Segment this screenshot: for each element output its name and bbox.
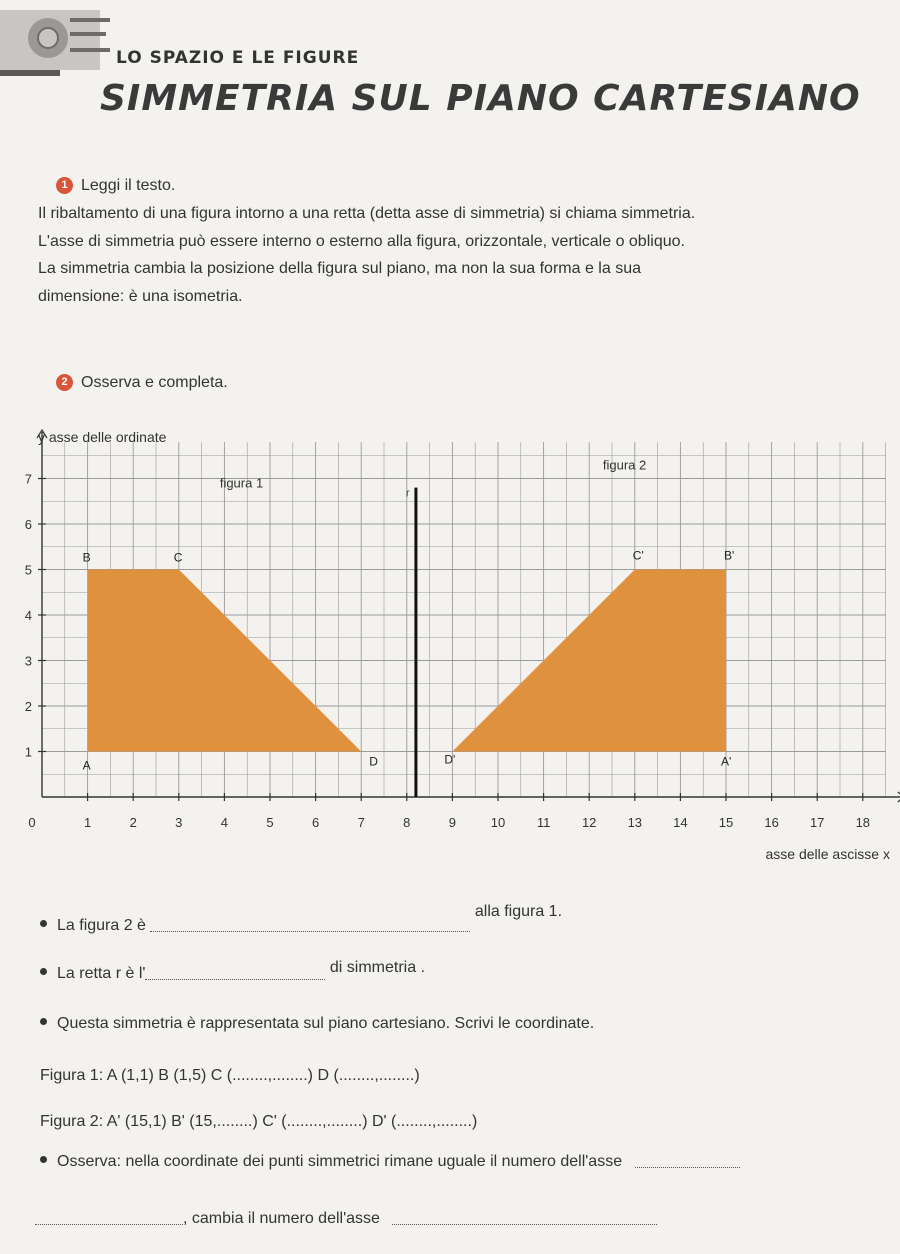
section-title: LO SPAZIO E LE FIGURE [116, 48, 360, 68]
question-3-text: Questa simmetria è rappresentata sul piano cartesiano. Scrivi le coordinate. [57, 1015, 595, 1032]
x-tick-label: 13 [627, 815, 643, 830]
observe-question [40, 1153, 740, 1171]
x-tick-label: 3 [175, 815, 183, 830]
paragraph-line: dimensione: è una isometria. [38, 287, 243, 305]
coord-d-prime-blank[interactable]: ........,........ [396, 1113, 472, 1130]
coord-d-prime-suffix: ) [471, 1113, 478, 1130]
exercise-1-instruction [56, 177, 175, 195]
x-tick-label: 8 [403, 815, 411, 830]
figure-1-label: Figura 1: [40, 1067, 104, 1084]
x-tick-label: 7 [357, 815, 365, 830]
y-axis-title: y asse delle ordinate [38, 429, 167, 445]
figure-1-name: figura 1 [219, 475, 264, 491]
question-2-prefix: La retta r è l' [57, 965, 146, 982]
last-question [35, 1210, 657, 1228]
figure-2-label: Figura 2: [40, 1113, 104, 1130]
bullet [40, 1018, 47, 1025]
answer-blank[interactable] [35, 1224, 183, 1225]
coord-d-prefix: D ( [317, 1067, 339, 1084]
x-tick-label: 11 [536, 815, 551, 830]
x-tick-label: 16 [764, 815, 779, 830]
x-tick-label: 0 [28, 815, 36, 830]
coord-c-prefix: C ( [210, 1067, 233, 1084]
figure-2-name: figura 2 [602, 457, 647, 473]
coord-a-prime: A' (15,1) [106, 1113, 167, 1130]
paragraph-line: L'asse di simmetria può essere interno o esterno alla figura, orizzontale, verticale o obliquo. [38, 232, 685, 250]
question-1 [40, 903, 563, 935]
exercise-2-text: Osserva e completa. [81, 374, 228, 391]
question-1-suffix: alla figura 1. [474, 903, 563, 920]
coord-c-prime-blank[interactable]: ........,........ [286, 1113, 363, 1130]
x-tick-label: 14 [673, 815, 688, 830]
vertex-label: D [369, 754, 378, 769]
x-tick-label: 2 [129, 815, 137, 830]
coord-b-prime-prefix: B' (15, [171, 1113, 217, 1130]
bullet [40, 968, 47, 975]
x-tick-label: 12 [581, 815, 597, 830]
y-tick-label: 2 [24, 699, 32, 714]
coord-b-prime-blank[interactable]: ........ [216, 1113, 253, 1130]
bullet [40, 920, 47, 927]
x-axis-title: asse delle ascisse x [765, 846, 890, 862]
cartesian-plane [0, 420, 900, 870]
bullet [40, 1156, 47, 1163]
vertex-label: A' [721, 754, 732, 769]
coord-c-suffix: ) [307, 1067, 313, 1084]
question-2-suffix: di simmetria . [329, 959, 426, 976]
x-tick-label: 17 [809, 815, 825, 830]
definition-paragraph [38, 200, 878, 310]
figure-1-coordinates [40, 1067, 420, 1085]
y-tick-label: 6 [24, 517, 32, 532]
paragraph-line: La simmetria cambia la posizione della figura sul piano, ma non la sua forma e la sua [38, 260, 641, 277]
x-tick-label: 6 [311, 815, 320, 830]
coord-b: B (1,5) [158, 1067, 207, 1084]
vertex-label: A [82, 758, 91, 773]
coord-d-prime-prefix: D' ( [371, 1113, 397, 1130]
vertex-label: B' [724, 548, 735, 563]
x-tick-label: 18 [855, 815, 871, 830]
y-tick-label: 1 [24, 744, 32, 760]
question-3 [40, 1015, 594, 1033]
y-tick-label: 4 [24, 608, 32, 623]
y-tick-label: 3 [24, 653, 32, 669]
x-tick-label: 1 [83, 815, 92, 830]
exercise-number-badge: 1 [56, 177, 73, 194]
coord-d-blank[interactable]: ........,........ [338, 1067, 415, 1084]
answer-blank[interactable] [392, 1224, 657, 1225]
exercise-number-badge: 2 [56, 374, 73, 391]
exercise-2-instruction [56, 374, 228, 392]
vertex-label: D' [444, 752, 456, 767]
vertex-label: C [173, 550, 183, 565]
coord-c-prime-prefix: C' ( [262, 1113, 287, 1130]
coord-d-suffix: ) [414, 1067, 420, 1084]
x-tick-label: 10 [490, 815, 506, 830]
vertex-label: B [82, 550, 91, 565]
paragraph-line: Il ribaltamento di una figura intorno a una retta (detta asse di simmetria) si chiama simmetria. [38, 205, 696, 222]
x-tick-label: 5 [266, 815, 274, 830]
y-tick-label: 5 [24, 562, 32, 578]
last-question-text: , cambia il numero dell'asse [183, 1210, 380, 1227]
x-tick-label: 9 [448, 815, 457, 830]
vertex-label: C' [632, 548, 644, 563]
page-title: SIMMETRIA SUL PIANO CARTESIANO [100, 78, 861, 119]
figure-2-coordinates [40, 1113, 477, 1131]
answer-blank[interactable] [145, 979, 325, 980]
question-1-prefix: La figura 2 è [57, 917, 146, 934]
x-tick-label: 4 [220, 815, 229, 830]
answer-blank[interactable] [635, 1167, 740, 1168]
coord-c-prime-suffix: ) [362, 1113, 368, 1130]
question-2 [40, 959, 426, 983]
coord-a: A (1,1) [106, 1067, 154, 1084]
x-tick-label: 15 [718, 815, 734, 830]
answer-blank[interactable] [150, 931, 470, 932]
y-tick-label: 7 [24, 471, 32, 487]
coord-b-prime-suffix: ) [252, 1113, 258, 1130]
exercise-1-text: Leggi il testo. [81, 177, 176, 194]
header-logo [0, 0, 110, 95]
symmetry-axis-label: r [405, 487, 410, 500]
observe-text: Osserva: nella coordinate dei punti simmetrici rimane uguale il numero dell'asse [57, 1153, 623, 1170]
coord-c-blank[interactable]: ........,........ [232, 1067, 308, 1084]
